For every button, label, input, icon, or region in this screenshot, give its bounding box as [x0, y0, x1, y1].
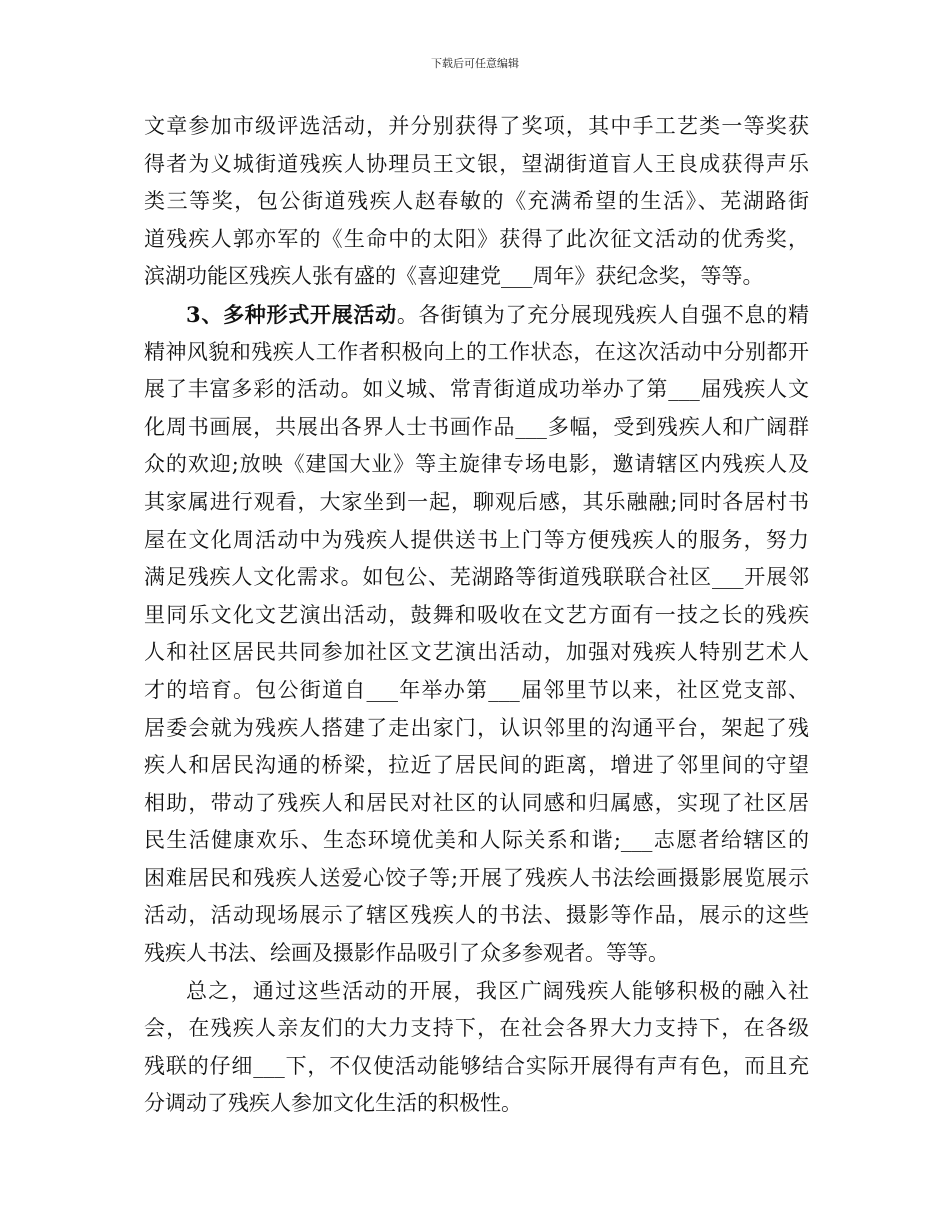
paragraph-line: 化周书画展，共展出各界人士书画作品___多幅，受到残疾人和广阔群 — [144, 414, 809, 439]
paragraph-line: 残联的仔细___下，不仅使活动能够结合实际开展得有声有色，而且充 — [144, 1053, 809, 1078]
paragraph-line: 展了丰富多彩的活动。如义城、常青街道成功举办了第___届残疾人文 — [144, 377, 809, 402]
page-header: 下载后可任意编辑 — [431, 57, 519, 70]
paragraph-line: 民生活健康欢乐、生态环境优美和人际关系和谐;___志愿者给辖区的 — [144, 828, 809, 853]
paragraph-line: 分调动了残疾人参加文化生活的积极性。 — [144, 1091, 522, 1116]
paragraph-line: 得者为义城街道残疾人协理员王文银，望湖街道盲人王良成获得声乐 — [144, 151, 809, 176]
paragraph-line: 残疾人书法、绘画及摄影作品吸引了众多参观者。等等。 — [144, 941, 669, 966]
paragraph-line: 屋在文化周活动中为残疾人提供送书上门等方便残疾人的服务，努力 — [144, 527, 809, 552]
paragraph-line: 里同乐文化文艺演出活动，鼓舞和吸收在文艺方面有一技之长的残疾 — [144, 602, 809, 627]
paragraph-line: 人和社区居民共同参加社区文艺演出活动，加强对残疾人特别艺术人 — [144, 640, 809, 665]
paragraph-line: 文章参加市级评选活动，并分别获得了奖项，其中手工艺类一等奖获 — [144, 114, 809, 138]
paragraph-line: 众的欢迎;放映《建国大业》等主旋律专场电影，邀请辖区内残疾人及 — [144, 452, 809, 477]
section-heading-rest: 。各街镇为了充分展现残疾人自强不息的精 — [396, 302, 809, 327]
paragraph-line: 精神风貌和残疾人工作者积极向上的工作状态，在这次活动中分别都开 — [144, 339, 809, 364]
paragraph-line: 其家属进行观看，大家坐到一起，聊观后感，其乐融融;同时各居村书 — [144, 489, 809, 514]
paragraph-line: 会，在残疾人亲友们的大力支持下，在社会各界大力支持下，在各级 — [144, 1016, 809, 1041]
document-body — [144, 108, 809, 1123]
section-heading-line — [144, 296, 809, 334]
paragraph-line: 活动，活动现场展示了辖区残疾人的书法、摄影等作品，展示的这些 — [144, 903, 809, 928]
paragraph-line: 道残疾人郭亦军的《生命中的太阳》获得了此次征文活动的优秀奖， — [144, 226, 809, 251]
paragraph-line: 困难居民和残疾人送爱心饺子等;开展了残疾人书法绘画摄影展览展示 — [144, 865, 809, 890]
paragraph-line: 类三等奖，包公街道残疾人赵春敏的《充满希望的生活》、芜湖路街 — [144, 189, 809, 214]
paragraph-line: 疾人和居民沟通的桥梁，拉近了居民间的距离，增进了邻里间的守望 — [144, 753, 809, 778]
paragraph-line: 相助，带动了残疾人和居民对社区的认同感和归属感，实现了社区居 — [144, 790, 809, 815]
paragraph-line: 满足残疾人文化需求。如包公、芜湖路等街道残联联合社区___开展邻 — [144, 565, 809, 590]
paragraph-line: 居委会就为残疾人搭建了走出家门，认识邻里的沟通平台，架起了残 — [144, 715, 809, 740]
paragraph-line: 才的培育。包公街道自___年举办第___届邻里节以来，社区党支部、 — [144, 677, 809, 702]
section-heading: 3、多种形式开展活动 — [186, 301, 397, 327]
paragraph-line: 总之，通过这些活动的开展，我区广阔残疾人能够积极的融入社 — [186, 978, 809, 1003]
paragraph-line: 滨湖功能区残疾人张有盛的《喜迎建党___周年》获纪念奖，等等。 — [144, 264, 764, 289]
